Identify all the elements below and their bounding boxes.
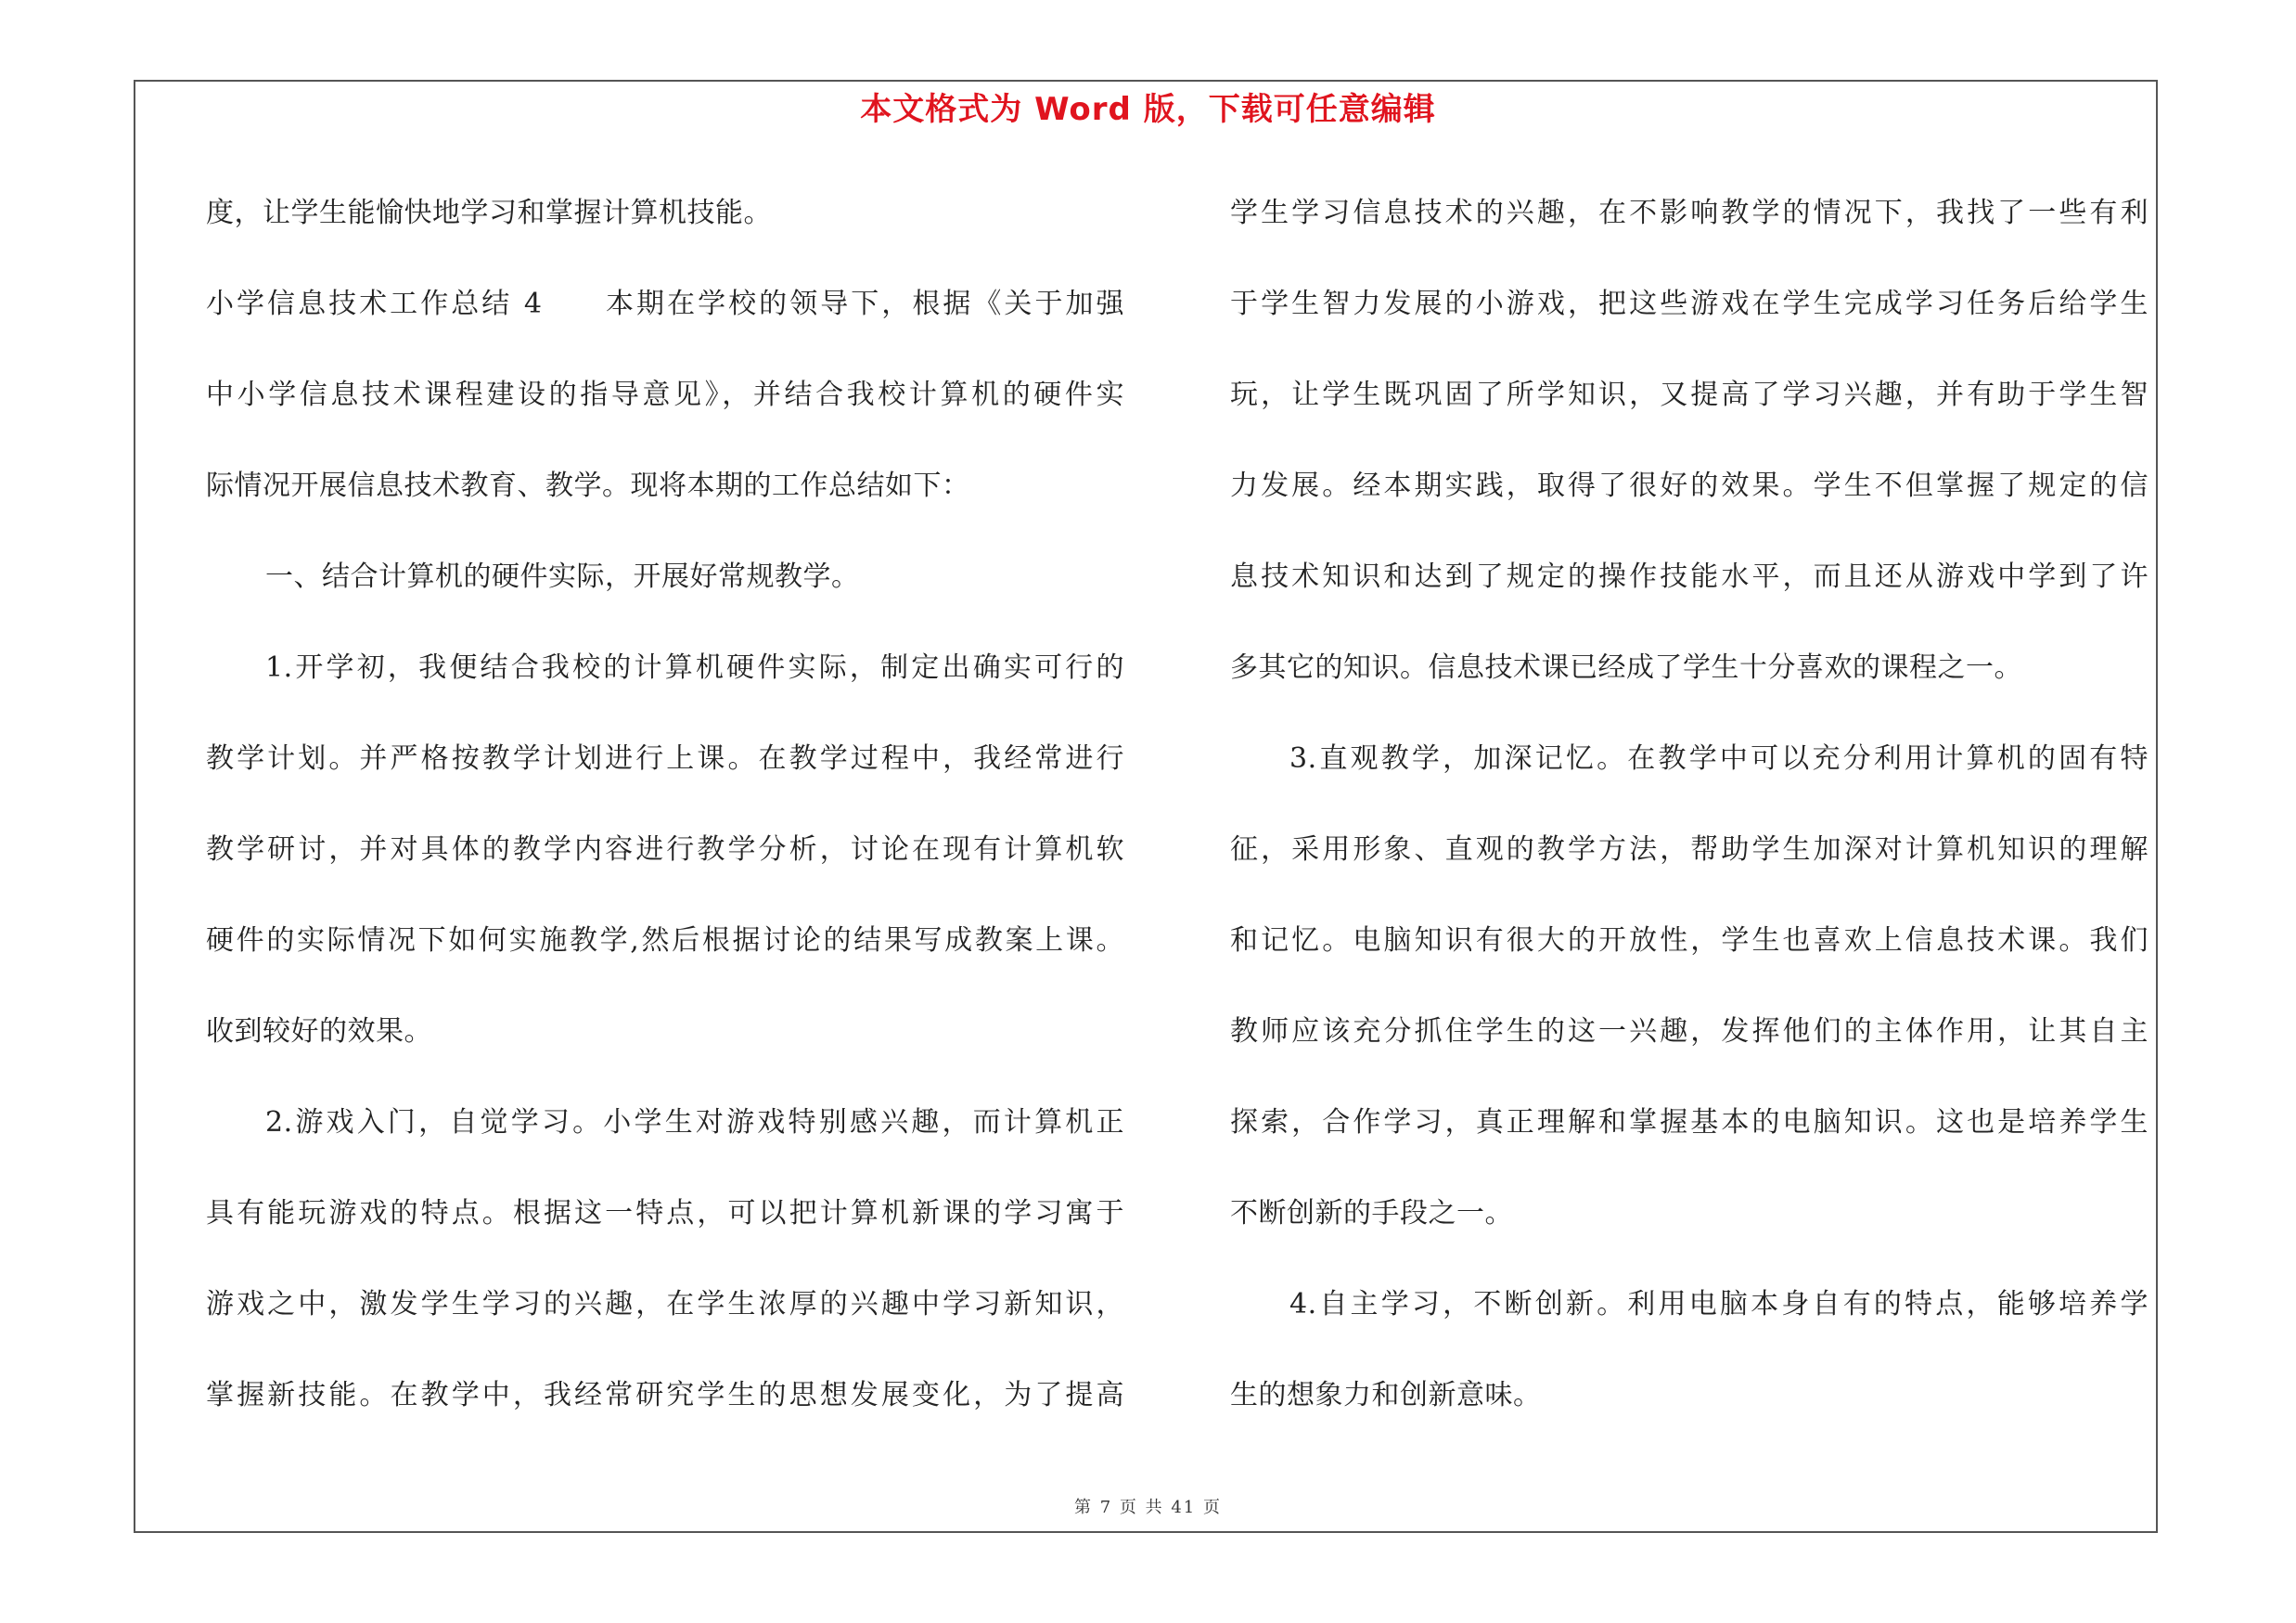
format-banner: 本文格式为 Word 版，下载可任意编辑 <box>860 91 1436 128</box>
text-line: 2.游戏入门，自觉学习。小学生对游戏特别感兴趣，而计算机正 <box>265 1106 1124 1139</box>
text-line: 息技术知识和达到了规定的操作技能水平，而且还从游戏中学到了许 <box>1230 560 2148 593</box>
page-number-footer: 第 7 页 共 41 页 <box>1074 1498 1222 1517</box>
text-line: 于学生智力发展的小游戏，把这些游戏在学生完成学习任务后给学生 <box>1230 288 2148 320</box>
text-line: 度，让学生能愉快地学习和掌握计算机技能。 <box>206 197 772 229</box>
right-text-column <box>1230 186 2148 1459</box>
text-line: 教学计划。并严格按教学计划进行上课。在教学过程中，我经常进行 <box>206 742 1124 775</box>
left-text-column <box>206 186 1124 1459</box>
text-line: 中小学信息技术课程建设的指导意见》，并结合我校计算机的硬件实 <box>206 379 1124 411</box>
text-line: 3.直观教学，加深记忆。在教学中可以充分利用计算机的固有特 <box>1289 742 2148 775</box>
text-line: 小学信息技术工作总结 4 本期在学校的领导下，根据《关于加强 <box>206 288 1124 320</box>
text-line: 游戏之中，激发学生学习的兴趣，在学生浓厚的兴趣中学习新知识， <box>206 1288 1124 1320</box>
text-line: 1.开学初，我便结合我校的计算机硬件实际，制定出确实可行的 <box>265 651 1124 684</box>
text-line: 和记忆。电脑知识有很大的开放性，学生也喜欢上信息技术课。我们 <box>1230 924 2148 957</box>
text-line: 征，采用形象、直观的教学方法，帮助学生加深对计算机知识的理解 <box>1230 833 2148 866</box>
text-line: 不断创新的手段之一。 <box>1230 1197 1513 1230</box>
text-line: 收到较好的效果。 <box>206 1015 432 1048</box>
text-line: 力发展。经本期实践，取得了很好的效果。学生不但掌握了规定的信 <box>1230 470 2148 502</box>
text-line: 学生学习信息技术的兴趣，在不影响教学的情况下，我找了一些有利 <box>1230 197 2148 229</box>
text-line: 掌握新技能。在教学中，我经常研究学生的思想发展变化，为了提高 <box>206 1379 1124 1411</box>
text-line: 多其它的知识。信息技术课已经成了学生十分喜欢的课程之一。 <box>1230 651 2022 684</box>
text-line: 探索，合作学习，真正理解和掌握基本的电脑知识。这也是培养学生 <box>1230 1106 2148 1139</box>
text-line: 一、结合计算机的硬件实际，开展好常规教学。 <box>265 560 860 593</box>
text-line: 教师应该充分抓住学生的这一兴趣，发挥他们的主体作用，让其自主 <box>1230 1015 2148 1048</box>
text-line: 4.自主学习，不断创新。利用电脑本身自有的特点，能够培养学 <box>1289 1288 2148 1320</box>
text-line: 玩，让学生既巩固了所学知识，又提高了学习兴趣，并有助于学生智 <box>1230 379 2148 411</box>
text-line: 具有能玩游戏的特点。根据这一特点，可以把计算机新课的学习寓于 <box>206 1197 1124 1230</box>
text-line: 际情况开展信息技术教育、教学。现将本期的工作总结如下： <box>206 470 970 502</box>
text-line: 教学研讨，并对具体的教学内容进行教学分析，讨论在现有计算机软 <box>206 833 1124 866</box>
text-line: 生的想象力和创新意味。 <box>1230 1379 1542 1411</box>
text-line: 硬件的实际情况下如何实施教学,然后根据讨论的结果写成教案上课。 <box>206 924 1124 957</box>
